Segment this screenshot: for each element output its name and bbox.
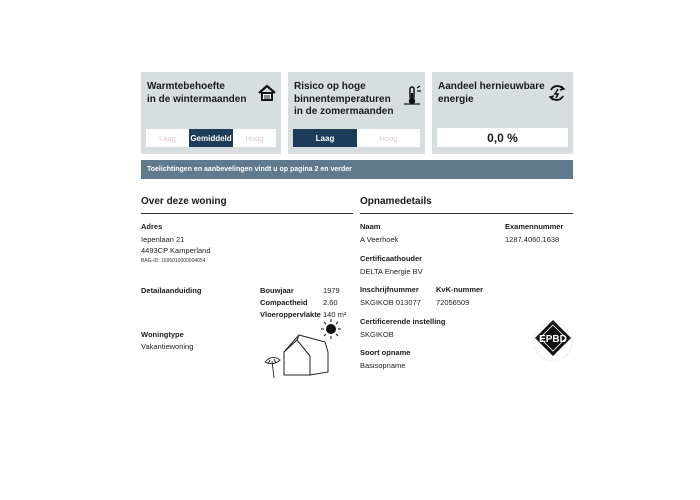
section-title-woning: Over deze woning — [141, 196, 227, 207]
certificaathouder-value: DELTA Energie BV — [360, 267, 423, 276]
kvk-label: KvK-nummer — [436, 285, 484, 294]
section-divider — [141, 213, 353, 214]
section-title-opname: Opnamedetails — [360, 196, 432, 207]
vloer-value: 140 m² — [323, 310, 347, 319]
card-warmtebehoefte — [141, 72, 281, 154]
adres-label: Adres — [141, 222, 163, 231]
house-heat-icon — [256, 82, 278, 104]
inschrijfnummer-label: Inschrijfnummer — [360, 285, 419, 294]
section-divider — [360, 213, 573, 214]
option-laag: Laag — [159, 133, 176, 143]
bag-id: BAG-ID: 1695010000004054 — [141, 258, 206, 264]
option-hoog: Hoog — [245, 133, 264, 143]
risico-scale — [293, 129, 420, 147]
vloer-label: Vloeroppervlakte — [260, 310, 321, 319]
thermometer-sun-icon — [401, 84, 423, 106]
woningtype-value: Vakantiewoning — [141, 342, 194, 351]
certificaathouder-label: Certificaathouder — [360, 254, 423, 263]
inschrijfnummer-value: SKGIKOB 013077 — [360, 298, 421, 307]
bouwjaar-value: 1979 — [323, 286, 340, 295]
option-laag: Laag — [293, 129, 357, 147]
naam-label: Naam — [360, 222, 381, 231]
soort-opname-value: Basisopname — [360, 361, 406, 370]
warmte-scale — [146, 129, 276, 147]
adres-postcode: 4493CP Kamperland — [141, 246, 211, 255]
bouwjaar-label: Bouwjaar — [260, 286, 294, 295]
recycle-energy-icon — [546, 82, 568, 104]
examennummer-label: Examennummer — [505, 222, 564, 231]
option-gemiddeld: Gemiddeld — [189, 129, 233, 147]
compactheid-label: Compactheid — [260, 298, 308, 307]
card-title: Warmtebehoefte in de wintermaanden — [147, 81, 247, 105]
naam-value: A Veerhoek — [360, 235, 399, 244]
renewable-share-value: 0,0 % — [437, 128, 568, 147]
card-hernieuwbaar — [432, 72, 573, 154]
adres-street: Iepenlaan 21 — [141, 235, 185, 244]
card-title: Aandeel hernieuwbare energie — [438, 81, 545, 105]
option-hoog: Hoog — [379, 133, 398, 143]
card-title: Risico op hoge binnentemperaturen in de zomermaanden — [294, 81, 394, 117]
compactheid-value: 2.60 — [323, 298, 338, 307]
house-sun-tree-illustration — [262, 318, 352, 380]
woningtype-label: Woningtype — [141, 330, 184, 339]
instelling-label: Certificerende instelling — [360, 317, 446, 326]
card-risico — [288, 72, 425, 154]
instelling-value: SKGIKOB — [360, 330, 394, 339]
examennummer-value: 1287.4060.1638 — [505, 235, 560, 244]
soort-opname-label: Soort opname — [360, 348, 411, 357]
info-banner: Toelichtingen en aanbevelingen vindt u op pagina 2 en verder — [141, 160, 573, 179]
epbd-logo — [531, 316, 575, 366]
detail-label: Detailaanduiding — [141, 286, 202, 295]
svg-text:EPBD: EPBD — [539, 334, 567, 345]
kvk-value: 72056509 — [436, 298, 470, 307]
